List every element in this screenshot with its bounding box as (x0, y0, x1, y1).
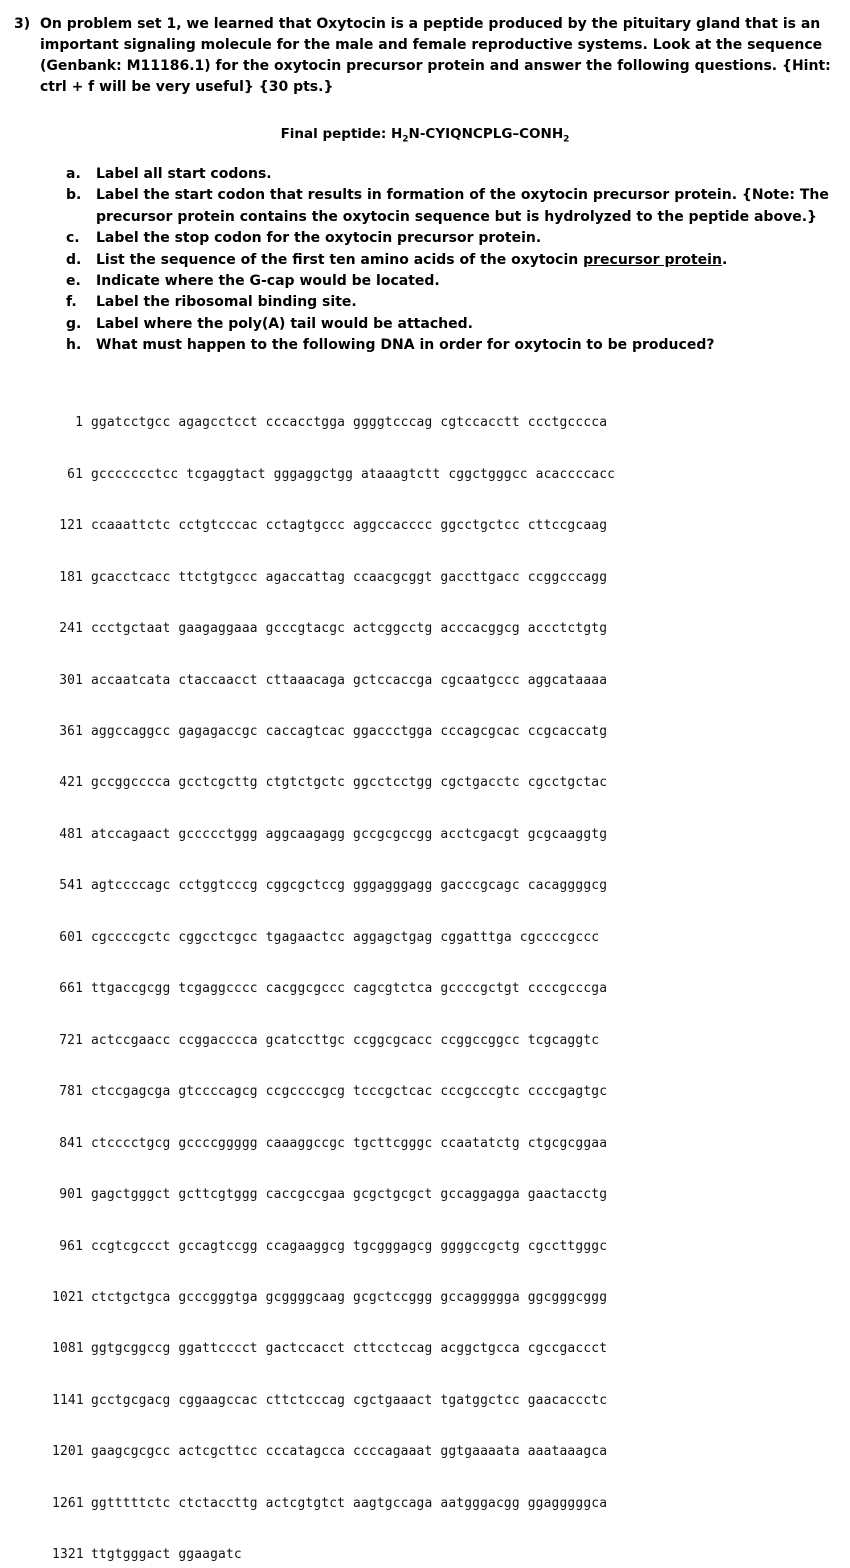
sequence-bases: gcctgcgacg cggaagccac cttctcccag cgctgaaact tgatggctcc gaacaccctc (90, 1392, 608, 1408)
subquestion-d (66, 250, 840, 271)
sequence-bases: atccagaact gccccctggg aggcaagagg gccgcgccgg acctcgacgt gcgcaaggtg (90, 826, 608, 842)
sequence-row (52, 929, 615, 946)
sequence-bases: ggtgcggccg ggattcccct gactccacct cttcctccag acggctgcca cgccgaccct (90, 1341, 608, 1357)
sequence-position: 781 (59, 1084, 84, 1100)
subquestion-text-end: . (721, 251, 728, 268)
sequence-bases: aggccaggcc gagagaccgc caccagtcac ggaccctgga cccagcgcac ccgcaccatg (90, 724, 608, 740)
subquestion-list (66, 164, 840, 357)
sequence-position: 961 (59, 1238, 84, 1254)
sequence-row (52, 1495, 615, 1512)
subquestion-letter: f. (66, 294, 77, 311)
sequence-row (52, 774, 615, 791)
sequence-bases: cgccccgctc cggcctcgcc tgagaactcc aggagctgag cggatttga cgccccgccc (90, 929, 600, 945)
subquestion-f (66, 292, 840, 313)
sequence-bases: agtccccagc cctggtcccg cggcgctccg gggagggagg gacccgcagc cacaggggcg (90, 878, 608, 894)
sequence-position: 841 (59, 1135, 84, 1151)
sequence-bases: actccgaacc ccggacccca gcatccttgc ccggcgcacc ccggccggcc tcgcaggtc (90, 1032, 600, 1048)
sequence-bases: gagctgggct gcttcgtggg caccgccgaa gcgctgcgct gccaggagga gaactacctg (90, 1187, 608, 1203)
sequence-row (52, 414, 615, 431)
subquestion-letter: c. (66, 230, 80, 247)
subquestion-letter: e. (66, 273, 81, 290)
sequence-bases: ctctgctgca gcccgggtga gcggggcaag gcgctccggg gccaggggga ggcgggcggg (90, 1290, 608, 1306)
sequence-bases: ggtttttctc ctctaccttg actcgtgtct aagtgccaga aatgggacgg ggagggggca (90, 1495, 608, 1511)
final-peptide-subscript-1: 2 (402, 134, 409, 145)
sequence-bases: gccggcccca gcctcgcttg ctgtctgctc ggcctcctgg cgctgacctc cgcctgctac (90, 775, 608, 791)
sequence-position: 541 (59, 878, 84, 894)
sequence-position: 361 (59, 724, 84, 740)
sequence-position: 121 (59, 518, 84, 534)
dna-sequence-block (52, 380, 615, 1568)
sequence-position: 721 (59, 1032, 84, 1048)
sequence-row (52, 1443, 615, 1460)
subquestion-e (66, 271, 840, 292)
sequence-row (52, 723, 615, 740)
sequence-bases: ctcccctgcg gccccggggg caaaggccgc tgcttcgggc ccaatatctg ctgcgcggaa (90, 1135, 608, 1151)
sequence-position: 1 (75, 415, 84, 431)
subquestion-letter: h. (66, 337, 82, 354)
sequence-position: 1021 (52, 1290, 84, 1306)
subquestion-h (66, 335, 840, 356)
sequence-row (52, 1032, 615, 1049)
sequence-position: 1261 (52, 1495, 84, 1511)
subquestion-a (66, 164, 840, 185)
subquestion-text: Label where the poly(A) tail would be attached. (96, 315, 473, 332)
subquestion-text: Label all start codons. (96, 166, 272, 182)
subquestion-b (66, 185, 840, 228)
sequence-position: 1321 (52, 1547, 84, 1563)
sequence-position: 301 (59, 672, 84, 688)
sequence-bases: ccaaattctc cctgtcccac cctagtgccc aggccacccc ggcctgctcc cttccgcaag (90, 518, 608, 534)
sequence-row (52, 620, 615, 637)
subquestion-text: Label the stop codon for the oxytocin precursor protein. (96, 230, 542, 247)
sequence-row (52, 466, 615, 483)
sequence-bases: ggatcctgcc agagcctcct cccacctgga ggggtcccag cgtccacctt ccctgcccca (90, 415, 608, 431)
sequence-position: 901 (59, 1187, 84, 1203)
sequence-position: 181 (59, 569, 84, 585)
subquestion-text: Indicate where the G-cap would be located. (96, 273, 440, 290)
sequence-row (52, 672, 615, 689)
sequence-row (52, 826, 615, 843)
sequence-bases: ccctgctaat gaagaggaaa gcccgtacgc actcggcctg acccacggcg accctctgtg (90, 621, 608, 637)
sequence-position: 61 (67, 466, 84, 482)
subquestion-text: What must happen to the following DNA in order for oxytocin to be produced? (96, 337, 715, 354)
sequence-position: 421 (59, 775, 84, 791)
sequence-row (52, 877, 615, 894)
subquestion-letter: d. (66, 251, 82, 268)
sequence-row (52, 569, 615, 586)
sequence-row (52, 1238, 615, 1255)
subquestion-text: List the sequence of the first ten amino acids of the oxytocin (96, 251, 584, 268)
sequence-position: 1201 (52, 1444, 84, 1460)
sequence-bases: ctccgagcga gtccccagcg ccgccccgcg tcccgctcac cccgcccgtc ccccgagtgc (90, 1084, 608, 1100)
subquestion-g (66, 314, 840, 335)
sequence-position: 241 (59, 621, 84, 637)
sequence-bases: ccgtcgccct gccagtccgg ccagaaggcg tgcgggagcg ggggccgctg cgccttgggc (90, 1238, 608, 1254)
sequence-bases: ttgaccgcgg tcgaggcccc cacggcgccc cagcgtctca gccccgctgt ccccgcccga (90, 981, 608, 997)
sequence-position: 1081 (52, 1341, 84, 1357)
sequence-row (52, 1135, 615, 1152)
sequence-position: 601 (59, 929, 84, 945)
sequence-row (52, 1546, 615, 1563)
sequence-row (52, 1083, 615, 1100)
sequence-row (52, 980, 615, 997)
subquestion-text: Label the start codon that results in formation of the oxytocin precursor protein. {Note: The precursor protein contains the oxytocin sequence but is hydrolyzed to the peptide above.} (96, 187, 829, 225)
question-text: On problem set 1, we learned that Oxytocin is a peptide produced by the pituitary gland that is an important signaling molecule for the male and female reproductive systems. Look at the sequence (Genbank: M11186.1) for the oxytocin precursor protein and answer the following questions. {Hint: ctrl + f will be very useful} {30 pts.} (40, 16, 831, 95)
sequence-position: 661 (59, 981, 84, 997)
sequence-bases: gccccccctcc tcgaggtact gggaggctgg ataaagtctt cggctgggcc acaccccacc (90, 466, 616, 482)
sequence-position: 1141 (52, 1392, 84, 1408)
sequence-position: 481 (59, 826, 84, 842)
sequence-row (52, 1392, 615, 1409)
subquestion-text: Label the ribosomal binding site. (96, 294, 357, 311)
sequence-bases: ttgtgggact ggaagatc (90, 1547, 242, 1563)
question-number: 3) (14, 16, 31, 32)
final-peptide (0, 124, 850, 144)
sequence-bases: accaatcata ctaccaacct cttaaacaga gctccaccga cgcaatgccc aggcataaaa (90, 672, 608, 688)
subquestion-letter: b. (66, 187, 82, 204)
sequence-row (52, 517, 615, 534)
subquestion-underlined-term: precursor protein (583, 251, 722, 268)
subquestion-letter: g. (66, 315, 82, 332)
subquestion-c (66, 228, 840, 249)
sequence-row (52, 1340, 615, 1357)
sequence-row (52, 1289, 615, 1306)
sequence-row (52, 1186, 615, 1203)
subquestion-letter: a. (66, 166, 81, 182)
final-peptide-sequence: N-CYIQNCPLG–CONH (408, 126, 564, 142)
sequence-bases: gaagcgcgcc actcgcttcc cccatagcca ccccagaaat ggtgaaaata aaataaagca (90, 1444, 608, 1460)
final-peptide-subscript-2: 2 (563, 134, 570, 145)
sequence-bases: gcacctcacc ttctgtgccc agaccattag ccaacgcggt gaccttgacc ccggcccagg (90, 569, 608, 585)
final-peptide-label: Final peptide: H (280, 126, 403, 142)
